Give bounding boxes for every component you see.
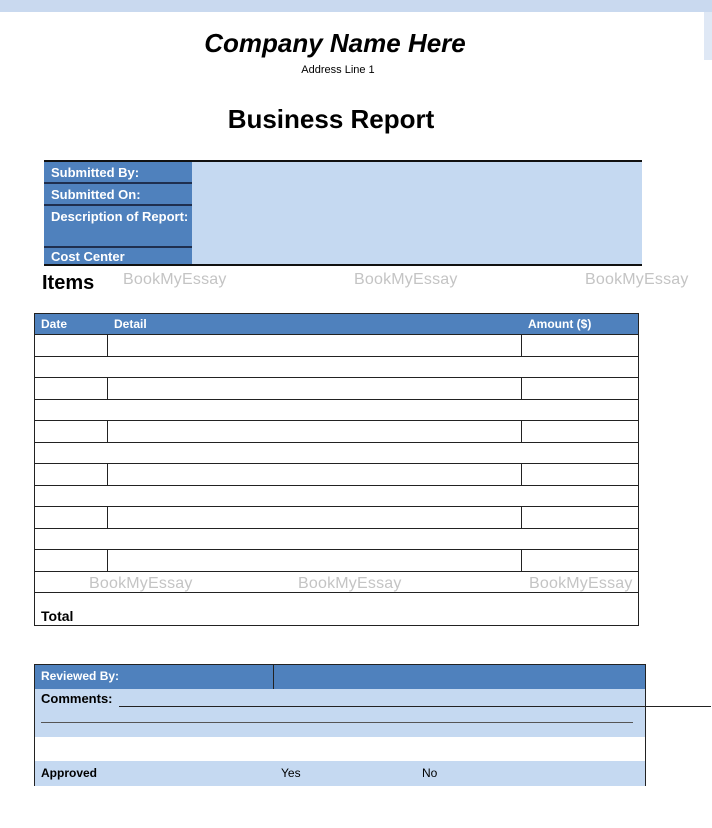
amount-column-header: Amount ($) bbox=[528, 317, 592, 331]
table-row-line bbox=[35, 528, 638, 529]
table-row-line bbox=[35, 485, 638, 486]
table-row-line bbox=[35, 442, 638, 443]
no-option[interactable]: No bbox=[422, 766, 438, 780]
watermark: BookMyEssay bbox=[89, 575, 193, 592]
top-edge bbox=[0, 0, 712, 12]
address-line: Address Line 1 bbox=[301, 64, 375, 76]
comments-line bbox=[119, 706, 711, 707]
items-table-header bbox=[35, 314, 638, 334]
table-row[interactable] bbox=[35, 463, 638, 485]
reviewed-by-label: Reviewed By: bbox=[41, 669, 120, 683]
comments-line bbox=[41, 722, 633, 723]
yes-option[interactable]: Yes bbox=[281, 766, 301, 780]
items-table bbox=[34, 313, 639, 626]
table-row[interactable] bbox=[35, 549, 638, 571]
review-block bbox=[34, 664, 646, 786]
detail-column-header: Detail bbox=[114, 317, 147, 331]
approved-label: Approved bbox=[41, 766, 98, 780]
table-row-line bbox=[35, 356, 638, 357]
column-divider bbox=[273, 665, 274, 689]
watermark: BookMyEssay bbox=[585, 271, 689, 288]
watermark: BookMyEssay bbox=[123, 271, 227, 288]
right-edge bbox=[704, 12, 712, 60]
submitted-on-label: Submitted On: bbox=[44, 184, 192, 206]
table-row[interactable] bbox=[35, 506, 638, 528]
watermark: BookMyEssay bbox=[298, 575, 402, 592]
submitted-by-label: Submitted By: bbox=[44, 162, 192, 184]
company-name: Company Name Here bbox=[204, 28, 466, 58]
comments-area[interactable] bbox=[35, 689, 645, 737]
watermark: BookMyEssay bbox=[354, 271, 458, 288]
items-heading: Items bbox=[42, 272, 95, 294]
report-title: Business Report bbox=[227, 104, 435, 134]
watermark: BookMyEssay bbox=[529, 575, 633, 592]
description-label: Description of Report: bbox=[44, 206, 192, 248]
table-row-line bbox=[35, 571, 638, 572]
comments-label: Comments: bbox=[41, 691, 113, 706]
report-info-block bbox=[44, 160, 642, 266]
table-row[interactable] bbox=[35, 420, 638, 442]
total-label: Total bbox=[41, 608, 74, 624]
approved-row bbox=[35, 761, 645, 786]
date-column-header: Date bbox=[41, 317, 68, 331]
reviewed-by-row bbox=[35, 665, 645, 689]
table-row[interactable] bbox=[35, 334, 638, 356]
table-row-line bbox=[35, 399, 638, 400]
cost-center-label: Cost Center bbox=[44, 248, 192, 264]
info-value-field[interactable] bbox=[192, 162, 642, 264]
table-row[interactable] bbox=[35, 377, 638, 399]
